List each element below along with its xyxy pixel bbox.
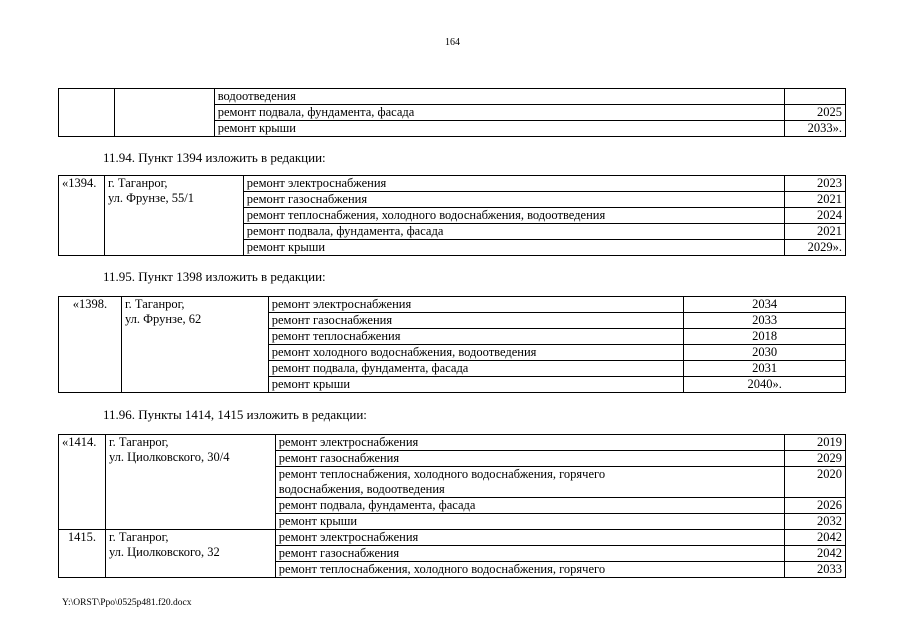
year-cell: 2026 <box>785 498 846 514</box>
work-cell: ремонт газоснабжения <box>275 546 784 562</box>
number-cell: 1415. <box>59 530 106 578</box>
work-cell: ремонт теплоснабжения, холодного водоснабжения, горячего <box>275 562 784 578</box>
year-cell: 2023 <box>785 176 846 192</box>
number-cell: «1398. <box>59 297 122 393</box>
work-cell: ремонт крыши <box>243 240 784 256</box>
address-city: г. Таганрог, <box>107 176 168 190</box>
work-cell: ремонт крыши <box>275 514 784 530</box>
address-cell <box>105 530 275 578</box>
table-row <box>59 89 846 105</box>
work-cell: ремонт теплоснабжения, холодного водоснабжения, горячего водоснабжения, водоотведения <box>275 467 784 498</box>
table-1394 <box>58 175 846 256</box>
table-1414-1415 <box>58 434 846 578</box>
year-cell: 2018 <box>684 329 846 345</box>
work-cell: ремонт теплоснабжения, холодного водоснабжения, водоотведения <box>243 208 784 224</box>
table-row <box>59 435 846 451</box>
work-cell: ремонт крыши <box>214 121 784 137</box>
file-path-footer: Y:\ORST\Ppo\0525p481.f20.docx <box>62 598 192 608</box>
year-cell: 2021 <box>785 192 846 208</box>
table-row <box>59 297 846 313</box>
year-cell: 2029 <box>785 451 846 467</box>
year-cell: 2021 <box>785 224 846 240</box>
address-cell <box>104 176 243 256</box>
table-row <box>59 176 846 192</box>
work-cell: ремонт подвала, фундамента, фасада <box>214 105 784 121</box>
number-cell: «1394. <box>59 176 105 256</box>
work-cell: ремонт крыши <box>268 377 684 393</box>
address-cell <box>105 435 275 530</box>
work-cell: ремонт электроснабжения <box>243 176 784 192</box>
year-cell: 2033 <box>785 562 846 578</box>
number-cell <box>59 89 115 137</box>
year-cell: 2024 <box>785 208 846 224</box>
year-cell: 2031 <box>684 361 846 377</box>
work-cell: ремонт холодного водоснабжения, водоотведения <box>268 345 684 361</box>
paragraph-11-94: 11.94. Пункт 1394 изложить в редакции: <box>103 150 326 165</box>
address-street: ул. Фрунзе, 62 <box>124 312 202 326</box>
work-cell: ремонт подвала, фундамента, фасада <box>275 498 784 514</box>
year-cell: 2029». <box>785 240 846 256</box>
year-cell: 2042 <box>785 530 846 546</box>
paragraph-11-95: 11.95. Пункт 1398 изложить в редакции: <box>103 269 326 284</box>
table-1398 <box>58 296 846 393</box>
work-cell: ремонт электроснабжения <box>268 297 684 313</box>
work-cell: водоотведения <box>214 89 784 105</box>
paragraph-11-96: 11.96. Пункты 1414, 1415 изложить в редакции: <box>103 407 367 422</box>
year-cell: 2040». <box>684 377 846 393</box>
number-cell: «1414. <box>59 435 106 530</box>
address-street: ул. Циолковского, 30/4 <box>108 450 230 464</box>
year-cell: 2033». <box>785 121 846 137</box>
year-cell: 2020 <box>785 467 846 498</box>
work-cell: ремонт подвала, фундамента, фасада <box>268 361 684 377</box>
address-city: г. Таганрог, <box>108 530 169 544</box>
page-number: 164 <box>445 37 460 48</box>
year-cell: 2032 <box>785 514 846 530</box>
work-cell: ремонт подвала, фундамента, фасада <box>243 224 784 240</box>
table-continuation <box>58 88 846 137</box>
year-cell: 2042 <box>785 546 846 562</box>
work-cell: ремонт газоснабжения <box>268 313 684 329</box>
work-cell: ремонт теплоснабжения <box>268 329 684 345</box>
table-row <box>59 530 846 546</box>
address-cell <box>121 297 268 393</box>
year-cell: 2030 <box>684 345 846 361</box>
address-cell <box>114 89 214 137</box>
work-cell: ремонт газоснабжения <box>243 192 784 208</box>
year-cell: 2033 <box>684 313 846 329</box>
address-street: ул. Фрунзе, 55/1 <box>107 191 195 205</box>
year-cell: 2019 <box>785 435 846 451</box>
address-street: ул. Циолковского, 32 <box>108 545 220 559</box>
year-cell <box>785 89 846 105</box>
address-city: г. Таганрог, <box>124 297 185 311</box>
work-cell: ремонт газоснабжения <box>275 451 784 467</box>
address-city: г. Таганрог, <box>108 435 169 449</box>
work-cell: ремонт электроснабжения <box>275 530 784 546</box>
year-cell: 2025 <box>785 105 846 121</box>
year-cell: 2034 <box>684 297 846 313</box>
work-cell: ремонт электроснабжения <box>275 435 784 451</box>
